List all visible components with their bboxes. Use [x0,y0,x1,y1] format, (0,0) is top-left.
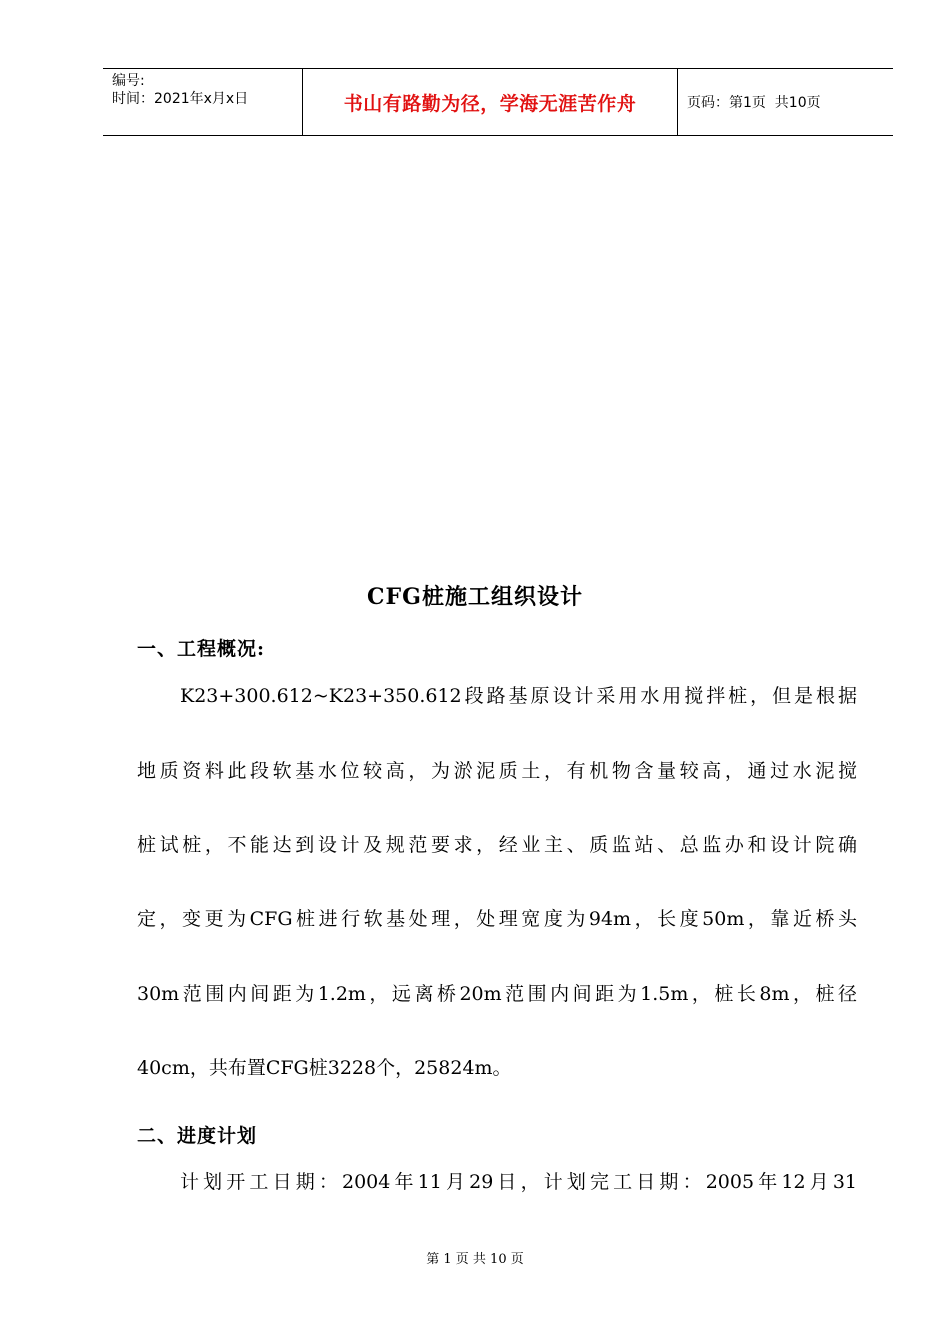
paragraph-line: 定，变更为CFG桩进行软基处理，处理宽度为94m，长度50m，靠近桥头 [137,908,857,930]
section-heading-overview: 一、工程概况: [137,638,266,660]
header-meta [103,69,303,135]
paragraph-line: 桩试桩，不能达到设计及规范要求，经业主、质监站、总监办和设计院确 [137,834,857,856]
header-page-info [677,69,893,135]
page-footer: 第 1 页 共 10 页 [426,1252,524,1267]
serial-label: 编号: [112,73,145,89]
page-header [103,68,893,136]
paragraph-line: 30m范围内间距为1.2m，远离桥20m范围内间距为1.5m，桩长8m，桩径 [137,983,857,1005]
page-info-text: 页码：第1页 共10页 [687,95,821,111]
document-title: CFG桩施工组织设计 [367,584,583,610]
time-label: 时间：2021年x月x日 [112,91,249,107]
paragraph-line: K23+300.612~K23+350.612段路基原设计采用水用搅拌桩，但是根据 [180,685,857,707]
section-heading-schedule: 二、进度计划 [137,1125,258,1147]
paragraph-line: 40cm，共布置CFG桩3228个，25824m。 [137,1057,512,1079]
header-motto: 书山有路勤为径，学海无涯苦作舟 [303,69,678,135]
paragraph-line: 计划开工日期：2004年11月29日，计划完工日期：2005年12月31 [180,1171,857,1193]
paragraph-line: 地质资料此段软基水位较高，为淤泥质土，有机物含量较高，通过水泥搅 [137,760,857,782]
